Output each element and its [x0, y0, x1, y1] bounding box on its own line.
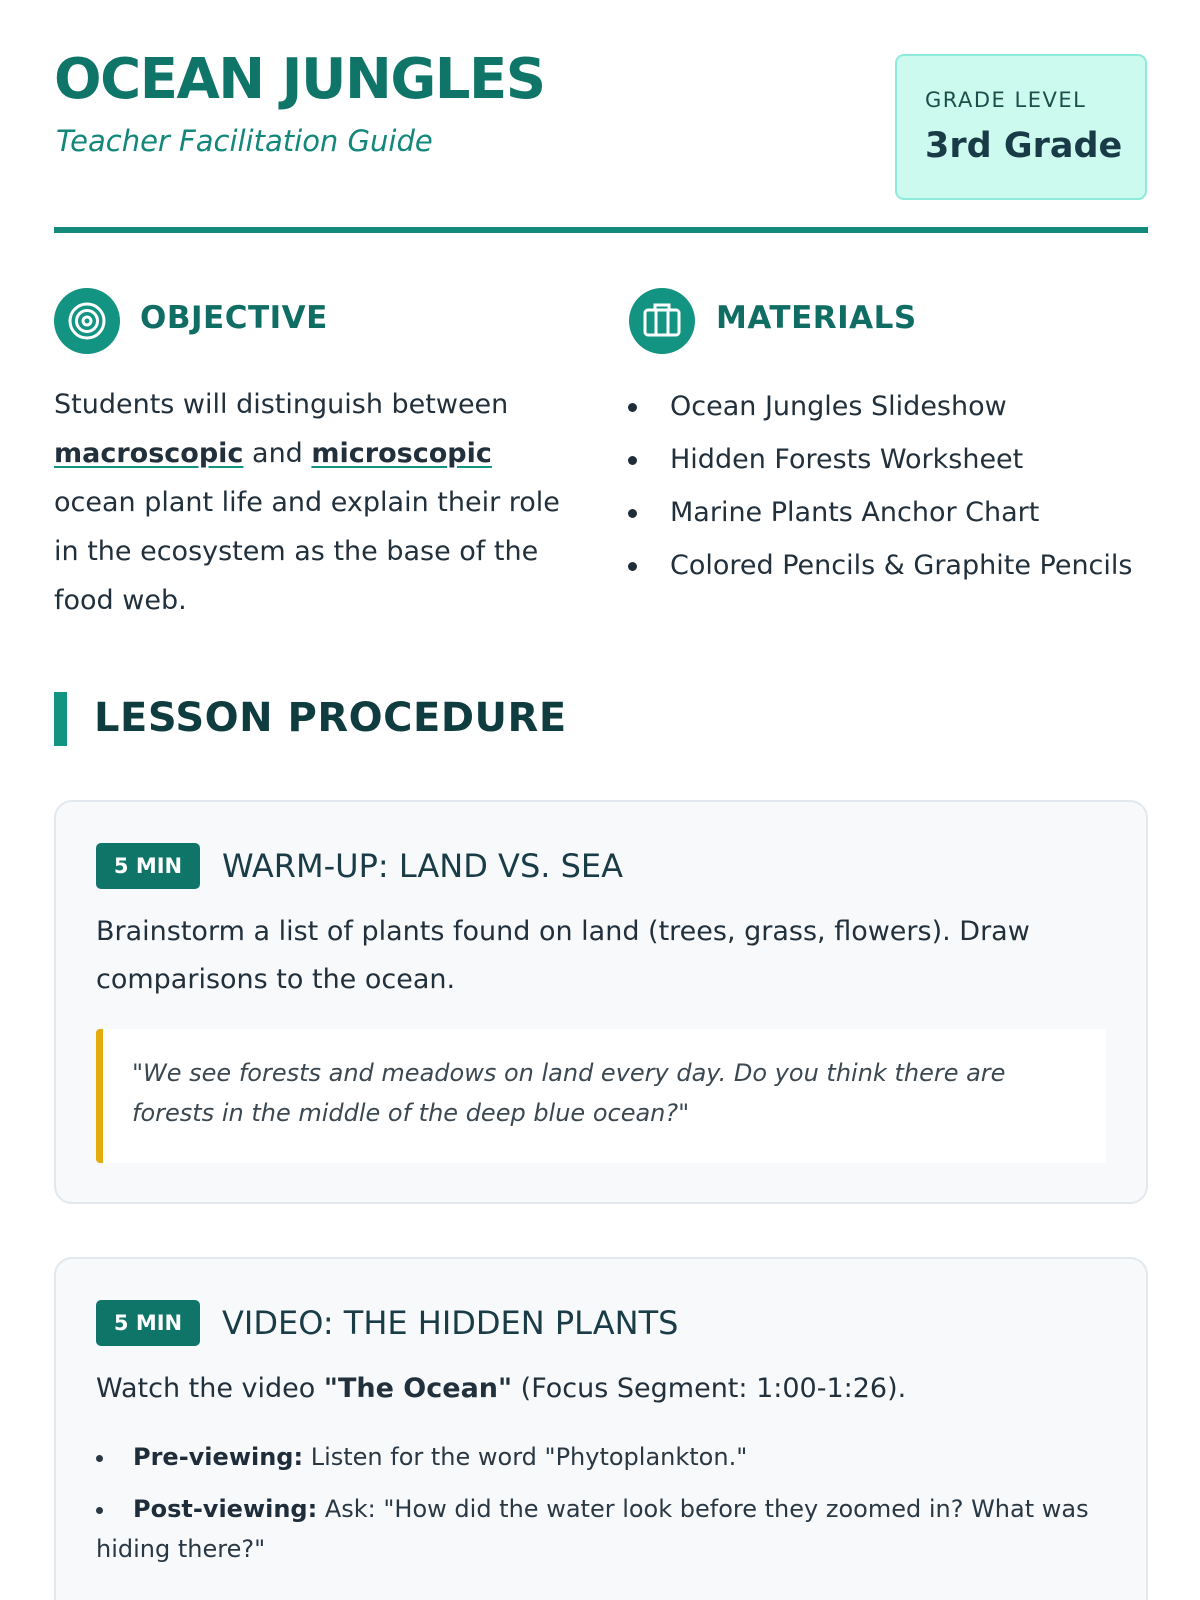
- step-description: Brainstorm a list of plants found on land (trees, grass, flowers). Draw comparisons to the ocean.: [96, 916, 1030, 995]
- bullet-icon: [96, 1507, 103, 1514]
- bullet-icon: [628, 562, 637, 571]
- step-text-end: (Focus Segment: 1:00-1:26).: [512, 1373, 907, 1404]
- objective-text: [54, 380, 564, 625]
- header-divider: [54, 227, 1148, 233]
- objective-text-middle: and: [243, 438, 312, 469]
- materials-list: [625, 380, 1185, 592]
- list-item: [625, 486, 1185, 539]
- bullet-lead: Pre-viewing:: [133, 1443, 304, 1471]
- bullet-text: Ask: "How did the water look before they zoomed in? What was hiding there?": [96, 1495, 1089, 1563]
- objective-text-end: ocean plant life and explain their role in the ecosystem as the base of the food web.: [54, 487, 560, 616]
- duration-badge: 5 MIN: [96, 843, 200, 889]
- step-card-video: [54, 1257, 1148, 1600]
- briefcase-icon: [629, 288, 695, 354]
- step-bullets: [96, 1437, 1106, 1581]
- material-item-label: Colored Pencils & Graphite Pencils: [670, 550, 1133, 581]
- procedure-accent-bar: [54, 692, 67, 746]
- step-card-warmup: [54, 800, 1148, 1204]
- target-icon: [54, 288, 120, 354]
- bullet-icon: [628, 509, 637, 518]
- materials-heading: MATERIALS: [716, 300, 917, 336]
- objective-text-start: Students will distinguish between: [54, 389, 509, 420]
- step-title: VIDEO: THE HIDDEN PLANTS: [222, 1304, 679, 1342]
- material-item-label: Marine Plants Anchor Chart: [670, 497, 1040, 528]
- procedure-heading: LESSON PROCEDURE: [94, 695, 567, 741]
- grade-level-label: GRADE LEVEL: [925, 88, 1087, 112]
- bullet-icon: [628, 456, 637, 465]
- step-text-start: Watch the video: [96, 1373, 324, 1404]
- grade-level-value: 3rd Grade: [925, 126, 1123, 166]
- objective-term-microscopic: microscopic: [311, 438, 492, 469]
- step-title: WARM-UP: LAND VS. SEA: [222, 847, 624, 885]
- list-item: [625, 433, 1185, 486]
- material-item-label: Hidden Forests Worksheet: [670, 444, 1024, 475]
- list-item: [96, 1437, 1106, 1477]
- quote-text: "We see forests and meadows on land every day. Do you think there are forests in the middle of the deep blue ocean?": [132, 1059, 1006, 1127]
- bullet-icon: [628, 403, 637, 412]
- objective-term-macroscopic: macroscopic: [54, 438, 244, 469]
- list-item: [625, 539, 1185, 592]
- page-subtitle: Teacher Facilitation Guide: [56, 124, 433, 158]
- objective-heading: OBJECTIVE: [140, 300, 328, 336]
- video-title: "The Ocean": [323, 1373, 513, 1404]
- list-item: [96, 1489, 1106, 1569]
- bullet-icon: [96, 1455, 103, 1462]
- list-item: [625, 380, 1185, 433]
- grade-level-box: [895, 54, 1147, 200]
- bullet-lead: Post-viewing:: [133, 1495, 318, 1523]
- bullet-text: Listen for the word "Phytoplankton.": [303, 1443, 748, 1471]
- teacher-prompt-quote: [96, 1029, 1106, 1163]
- duration-badge: 5 MIN: [96, 1300, 200, 1346]
- material-item-label: Ocean Jungles Slideshow: [670, 391, 1007, 422]
- step-description: [96, 1365, 1106, 1413]
- page-title: OCEAN JUNGLES: [54, 47, 545, 112]
